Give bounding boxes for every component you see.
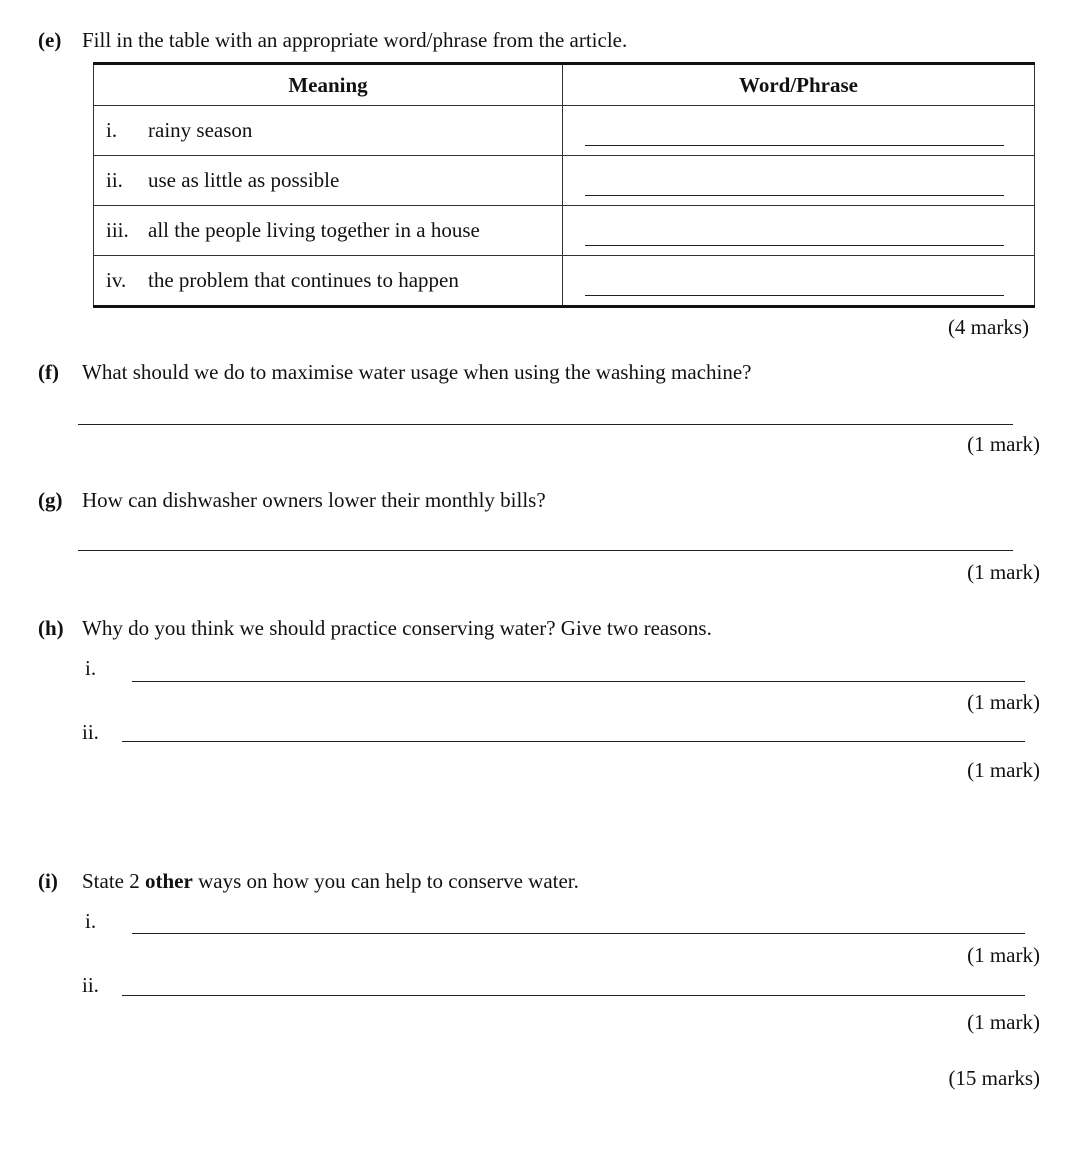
answer-line — [585, 245, 1004, 246]
answer-line-h-i[interactable] — [132, 681, 1025, 682]
item-number: ii. — [82, 720, 99, 744]
marks-i-i: (1 mark) — [967, 943, 1040, 967]
question-h-text: Why do you think we should practice conserving water? Give two reasons. — [82, 616, 712, 640]
answer-cell[interactable] — [563, 106, 1035, 156]
question-g-label: (g) — [38, 488, 63, 512]
row-number: iv. — [106, 268, 127, 292]
answer-line-i-ii[interactable] — [122, 995, 1025, 996]
answer-line-i-i[interactable] — [132, 933, 1025, 934]
item-number: ii. — [82, 973, 99, 997]
marks-i-ii: (1 mark) — [967, 1010, 1040, 1034]
header-meaning: Meaning — [94, 64, 563, 106]
answer-line — [585, 195, 1004, 196]
question-g-text: How can dishwasher owners lower their monthly bills? — [82, 488, 546, 512]
table-row — [94, 206, 1035, 256]
table-row — [94, 256, 1035, 307]
table-row — [94, 106, 1035, 156]
question-i-label: (i) — [38, 869, 58, 893]
answer-line-f[interactable] — [78, 424, 1013, 425]
marks-g: (1 mark) — [967, 560, 1040, 584]
answer-line-g[interactable] — [78, 550, 1013, 551]
row-meaning: all the people living together in a house — [148, 218, 480, 242]
header-word-phrase: Word/Phrase — [563, 64, 1035, 106]
question-e-text: Fill in the table with an appropriate word/phrase from the article. — [82, 28, 628, 52]
row-meaning: rainy season — [148, 118, 253, 142]
row-meaning: the problem that continues to happen — [148, 268, 459, 292]
answer-line — [585, 145, 1004, 146]
total-marks: (15 marks) — [948, 1066, 1040, 1090]
answer-cell[interactable] — [563, 206, 1035, 256]
marks-e: (4 marks) — [947, 315, 1029, 339]
question-f-text: What should we do to maximise water usage when using the washing machine? — [82, 360, 752, 384]
row-number: i. — [106, 118, 118, 142]
row-number: ii. — [106, 168, 123, 192]
row-meaning: use as little as possible — [148, 168, 340, 192]
row-number: iii. — [106, 218, 129, 242]
answer-line-h-ii[interactable] — [122, 741, 1025, 742]
table-header-row — [94, 64, 1035, 106]
item-number: i. — [85, 909, 97, 933]
table-row — [94, 156, 1035, 206]
question-i-text: State 2 other ways on how you can help to conserve water. — [82, 869, 579, 893]
item-number: i. — [85, 656, 97, 680]
answer-cell[interactable] — [563, 156, 1035, 206]
vocabulary-table — [93, 62, 1035, 308]
question-h-label: (h) — [38, 616, 64, 640]
answer-cell[interactable] — [563, 256, 1035, 307]
answer-line — [585, 295, 1004, 296]
question-f-label: (f) — [38, 360, 59, 384]
marks-h-ii: (1 mark) — [967, 758, 1040, 782]
question-e-label: (e) — [38, 28, 62, 52]
emphasis-other: other — [145, 869, 193, 893]
marks-h-i: (1 mark) — [967, 690, 1040, 714]
marks-f: (1 mark) — [967, 432, 1040, 456]
